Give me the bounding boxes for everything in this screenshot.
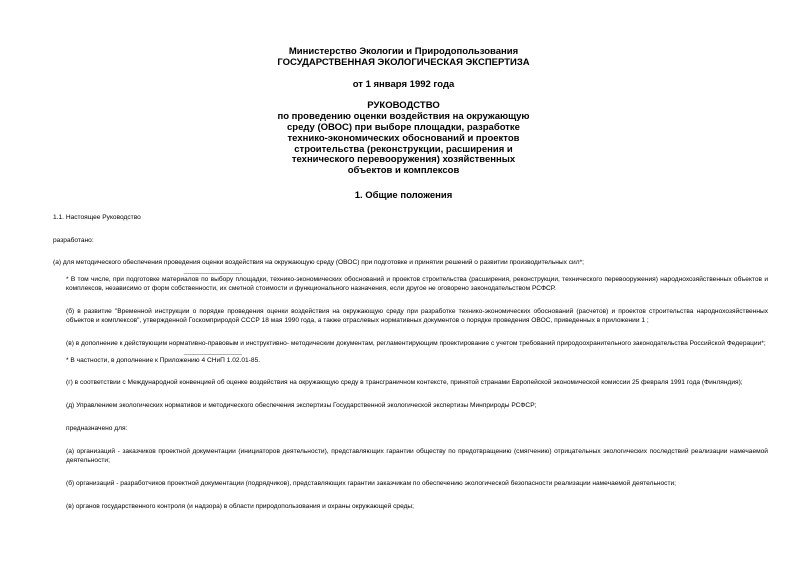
- document-title-line: среду (ОВОС) при выборе площадки, разработке: [287, 121, 520, 133]
- document-title-line: строительства (реконструкции, расширения и: [294, 143, 513, 155]
- document-title-line: технического перевооружения) хозяйственных: [291, 154, 516, 166]
- paragraph-1-1: 1.1. Настоящее Руководство: [53, 214, 141, 221]
- footnote-separator: _______________: [184, 267, 243, 274]
- document-header: [0, 47, 807, 202]
- paragraph-audience-a: (а) организаций - заказчиков проектной документации (инициаторов деятельности), представляющих гарантии обществу по предотвращению (смягчению) отрицательных экологических последствий реализации намечаемой деятельности;: [66, 448, 768, 464]
- paragraph-item-b: (б) в развитие "Временной инструкции о порядке проведения оценки воздействия на окружающую среду при разработке технико-экономических обоснований (расчетов) и проектов строительства народнохозяйственных объектов и комплексов", утвержденной Госкомприродой СССР 18 мая 1990 года, а также отраслевых нормативных документов о порядке проведения ОВОС, приведенных в приложении 1 ;: [66, 308, 768, 324]
- document-title-line: объектов и комплексов: [347, 165, 460, 177]
- document-body: [53, 213, 768, 511]
- document-title-line: технико-экономических обоснований и проектов: [287, 132, 520, 144]
- footnote-1: * В том числе, при подготовке материалов по выбору площадки, технико-экономических обоснований и проектов строительства (расширения, реконструкции, технического перевооружения) народнохозяйственных объектов и комплексов, независимо от форм собственности, их сметной стоимости и функционального назначения, если другое не оговорено законодательством РСФСР.: [66, 276, 768, 292]
- footnote-2: * В частности, в дополнение к Приложению 4 СНиП 1.02.01-85.: [66, 357, 261, 364]
- paragraph-intended-for: предназначено для:: [66, 425, 128, 432]
- paragraph-item-c: (в) в дополнение к действующим нормативно-правовым и инструктивно- методическим документам, регламентирующим проектирование с учетом требований природоохранительного законодательства Российской Федерации*;: [66, 340, 766, 347]
- organization-name: ГОСУДАРСТВЕННАЯ ЭКОЛОГИЧЕСКАЯ ЭКСПЕРТИЗА: [277, 56, 530, 68]
- section-heading: 1. Общие положения: [354, 189, 453, 201]
- paragraph-audience-c: (в) органов государственного контроля (и надзора) в области природопользования и охраны окружающей среды;: [66, 503, 415, 510]
- paragraph-developed: разработано:: [53, 237, 94, 244]
- document-type: РУКОВОДСТВО: [367, 100, 440, 112]
- paragraph-item-d: (г) в соответствии с Международной конвенцией об оценке воздействия на окружающую среду в трансграничном контексте, принятой странами Европейской экономической комиссии 25 февраля 1991 года (Финляндия);: [66, 379, 743, 386]
- paragraph-item-a: (а) для методического обеспечения проведения оценки воздействия на окружающую среду (ОВОС) при подготовке и принятии решений о развитии производительных сил*;: [53, 259, 584, 266]
- ministry-name: Министерство Экологии и Природопользования: [288, 46, 519, 57]
- document-date: от 1 января 1992 года: [352, 78, 455, 90]
- footnote-separator: _______________: [184, 348, 243, 355]
- paragraph-audience-b: (б) организаций - разработчиков проектной документации (подрядчиков), представляющих гарантии заказчикам по обеспечению экологической безопасности реализации намечаемой деятельности;: [66, 480, 677, 487]
- paragraph-item-e: (д) Управлением экологических нормативов и методического обеспечения экспертизы Государственной экологической экспертизы Минприроды РСФСР;: [66, 402, 537, 409]
- document-title-line: по проведению оценки воздействия на окружающую: [277, 111, 530, 123]
